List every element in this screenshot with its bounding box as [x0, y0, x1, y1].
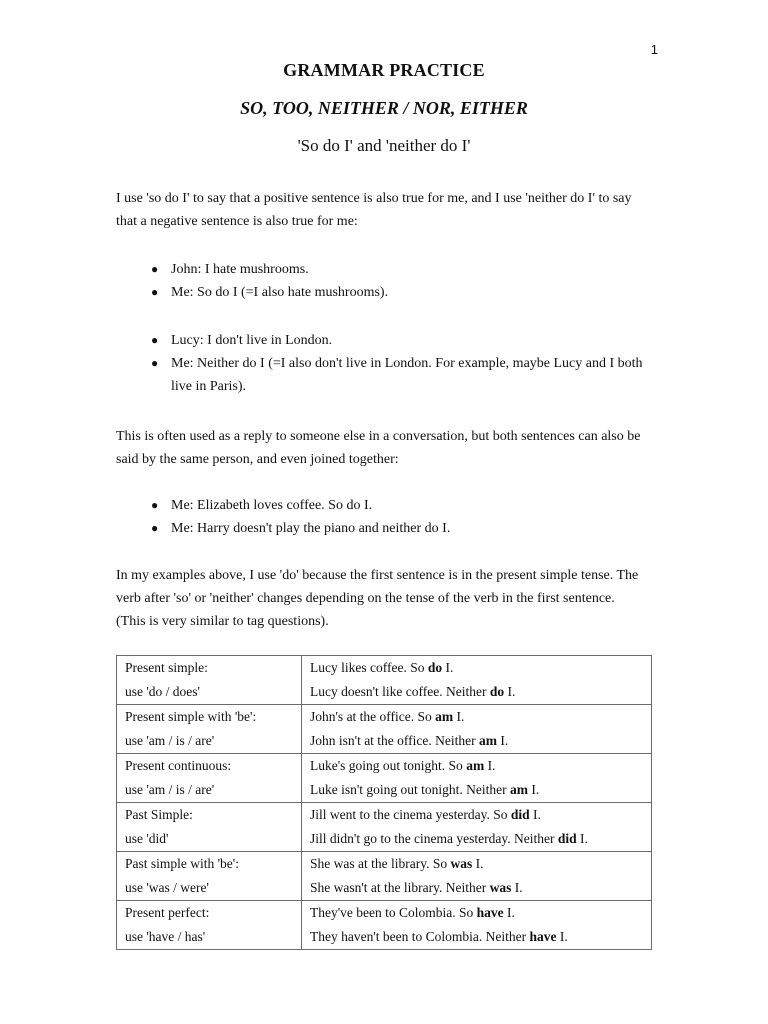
tense-name: Present continuous: — [125, 758, 232, 773]
example-cell — [302, 803, 652, 852]
tense-paragraph — [116, 564, 656, 633]
list-item — [151, 329, 691, 352]
negative-example: Jill didn't go to the cinema yesterday. Neither did I. — [310, 831, 588, 846]
intro-line-2: that a negative sentence is also true for me: — [116, 214, 358, 229]
tense-line-3: (This is very similar to tag questions). — [116, 614, 329, 629]
positive-example: Lucy likes coffee. So do I. — [310, 660, 454, 675]
tense-table — [116, 655, 652, 950]
tense-use: use 'have / has' — [125, 929, 206, 944]
tense-cell — [117, 901, 302, 950]
example-cell — [302, 656, 652, 705]
tense-name: Past Simple: — [125, 807, 193, 822]
list-item — [151, 352, 691, 398]
example-cell — [302, 901, 652, 950]
table-row — [117, 656, 652, 705]
example-text: Me: So do I (=I also hate mushrooms). — [171, 285, 389, 300]
tense-name: Present perfect: — [125, 905, 210, 920]
tense-name: Present simple with 'be': — [125, 709, 257, 724]
bullet-icon: ● — [151, 498, 159, 512]
document-subtitle: SO, TOO, NEITHER / NOR, EITHER — [240, 98, 528, 118]
tense-cell — [117, 852, 302, 901]
negative-example: She wasn't at the library. Neither was I. — [310, 880, 523, 895]
tense-use: use 'did' — [125, 831, 169, 846]
tense-line-1: In my examples above, I use 'do' because the first sentence is in the present simple tense. The — [116, 568, 639, 583]
bullet-icon: ● — [151, 521, 159, 535]
example-text: Me: Harry doesn't play the piano and neither do I. — [171, 521, 451, 536]
example-text: Lucy: I don't live in London. — [171, 333, 333, 348]
tense-cell — [117, 754, 302, 803]
tense-use: use 'am / is / are' — [125, 782, 215, 797]
bullet-icon: ● — [151, 262, 159, 276]
tense-name: Past simple with 'be': — [125, 856, 239, 871]
example-text: John: I hate mushrooms. — [171, 262, 309, 277]
tense-cell — [117, 803, 302, 852]
negative-example: John isn't at the office. Neither am I. — [310, 733, 509, 748]
tense-use: use 'am / is / are' — [125, 733, 215, 748]
positive-example: John's at the office. So am I. — [310, 709, 465, 724]
positive-example: Luke's going out tonight. So am I. — [310, 758, 496, 773]
bullet-icon: ● — [151, 285, 159, 299]
table-row — [117, 803, 652, 852]
reply-line-1: This is often used as a reply to someone else in a conversation, but both sentences can also be — [116, 429, 641, 444]
example-text-continued: live in Paris). — [171, 379, 247, 394]
table-row — [117, 705, 652, 754]
negative-example: Lucy doesn't like coffee. Neither do I. — [310, 684, 516, 699]
bullet-icon: ● — [151, 333, 159, 347]
positive-example: They've been to Colombia. So have I. — [310, 905, 515, 920]
tense-cell — [117, 705, 302, 754]
positive-example: Jill went to the cinema yesterday. So did I. — [310, 807, 541, 822]
reply-paragraph — [116, 425, 656, 471]
example-cell — [302, 754, 652, 803]
example-text: Me: Elizabeth loves coffee. So do I. — [171, 498, 373, 513]
negative-example: They haven't been to Colombia. Neither have I. — [310, 929, 568, 944]
table-row — [117, 852, 652, 901]
list-item — [151, 494, 691, 517]
positive-example: She was at the library. So was I. — [310, 856, 484, 871]
negative-example: Luke isn't going out tonight. Neither am I. — [310, 782, 540, 797]
example-list-3 — [116, 494, 691, 540]
table-row — [117, 901, 652, 950]
tense-line-2: verb after 'so' or 'neither' changes depending on the tense of the verb in the first sentence. — [116, 591, 615, 606]
bullet-icon: ● — [151, 356, 159, 370]
table-row — [117, 754, 652, 803]
example-list-2 — [116, 329, 691, 398]
tense-name: Present simple: — [125, 660, 208, 675]
list-item — [151, 258, 691, 281]
example-text: Me: Neither do I (=I also don't live in London. For example, maybe Lucy and I both — [171, 356, 643, 371]
section-heading: 'So do I' and 'neither do I' — [297, 136, 471, 155]
document-title: GRAMMAR PRACTICE — [283, 60, 485, 80]
example-cell — [302, 705, 652, 754]
example-list-1 — [116, 258, 691, 304]
intro-line-1: I use 'so do I' to say that a positive sentence is also true for me, and I use 'neither do I' to say — [116, 191, 632, 206]
intro-paragraph — [116, 187, 656, 233]
tense-cell — [117, 656, 302, 705]
list-item — [151, 281, 691, 304]
example-cell — [302, 852, 652, 901]
tense-use: use 'do / does' — [125, 684, 200, 699]
reply-line-2: said by the same person, and even joined together: — [116, 452, 399, 467]
tense-use: use 'was / were' — [125, 880, 209, 895]
list-item — [151, 517, 691, 540]
page-number: 1 — [650, 42, 658, 57]
